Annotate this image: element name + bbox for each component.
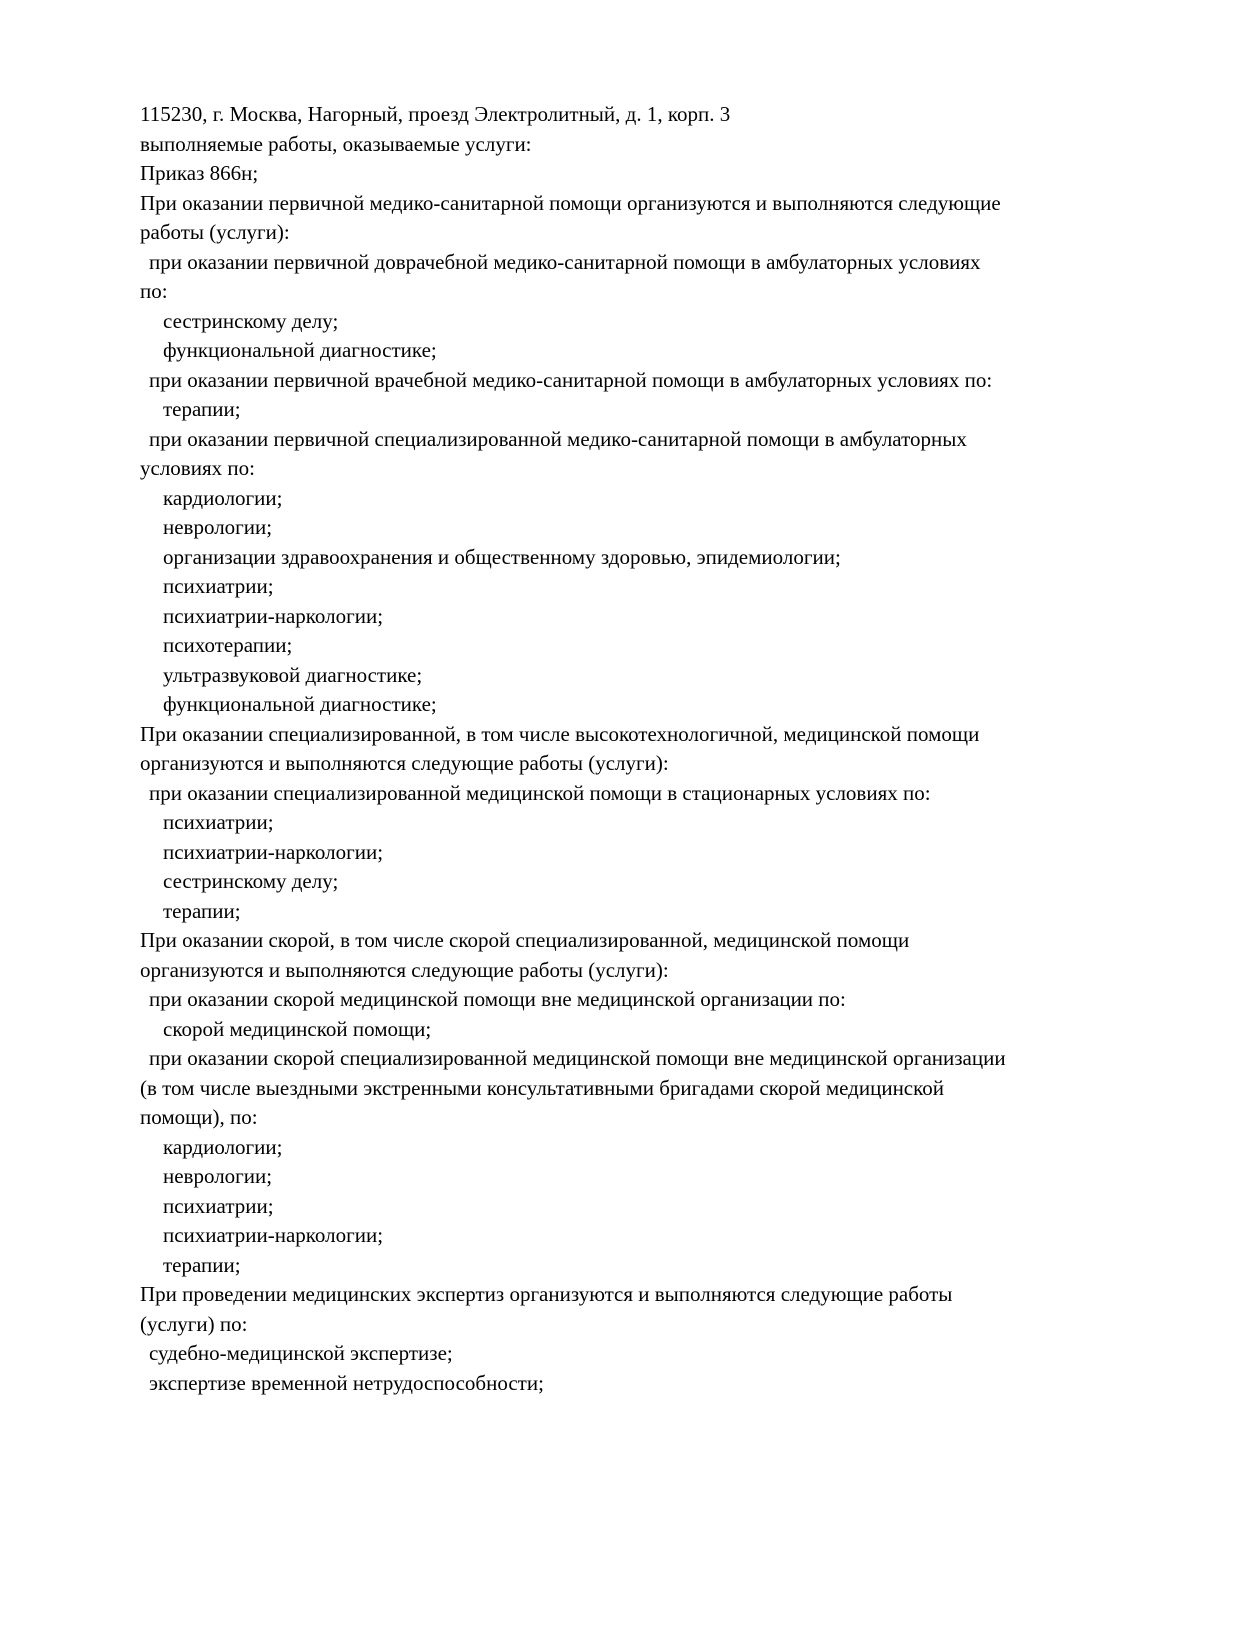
- document-line: ультразвуковой диагностике;: [163, 662, 423, 687]
- document-line: при оказании скорой специализированной медицинской помощи вне медицинской организации: [149, 1046, 1006, 1070]
- document-line: по:: [140, 279, 168, 303]
- document-line: (в том числе выездными экстренными консультативными бригадами скорой медицинской: [140, 1075, 944, 1100]
- document-line: выполняемые работы, оказываемые услуги:: [140, 131, 532, 156]
- document-line: психиатрии;: [163, 810, 274, 834]
- document-line: при оказании скорой медицинской помощи вне медицинской организации по:: [149, 987, 846, 1011]
- document-line: сестринскому делу;: [163, 869, 339, 893]
- document-line: помощи), по:: [140, 1105, 258, 1129]
- document-line: психиатрии;: [163, 574, 274, 598]
- document-line: терапии;: [163, 1252, 241, 1277]
- document-line: сестринскому делу;: [163, 308, 339, 333]
- document-line: При оказании скорой, в том числе скорой специализированной, медицинской помощи: [140, 928, 910, 952]
- document-line: терапии;: [163, 898, 241, 923]
- document-line: 115230, г. Москва, Нагорный, проезд Электролитный, д. 1, корп. 3: [140, 102, 731, 126]
- document-line: организации здравоохранения и общественному здоровью, эпидемиологии;: [163, 544, 841, 569]
- document-line: психиатрии-наркологии;: [163, 603, 384, 628]
- document-line: психотерапии;: [163, 633, 293, 657]
- document-line: при оказании первичной врачебной медико-санитарной помощи в амбулаторных условиях по:: [149, 367, 993, 392]
- document-line: условиях по:: [140, 456, 255, 480]
- document-line: неврологии;: [163, 1164, 273, 1188]
- document-line: функциональной диагностике;: [163, 692, 437, 716]
- document-line: при оказании специализированной медицинской помощи в стационарных условиях по:: [149, 780, 931, 805]
- document-line: психиатрии-наркологии;: [163, 1223, 384, 1247]
- document-line: организуются и выполняются следующие работы (услуги):: [140, 957, 669, 982]
- document-body: [140, 100, 1110, 1398]
- document-line: функциональной диагностике;: [163, 338, 437, 362]
- document-line: При оказании первичной медико-санитарной помощи организуются и выполняются следующие: [140, 190, 1001, 215]
- document-line: при оказании первичной доврачебной медико-санитарной помощи в амбулаторных условиях: [149, 249, 981, 274]
- document-line: кардиологии;: [163, 485, 283, 510]
- document-line: организуются и выполняются следующие работы (услуги):: [140, 751, 669, 775]
- document-line: судебно-медицинской экспертизе;: [149, 1341, 453, 1365]
- document-line: (услуги) по:: [140, 1311, 248, 1336]
- document-line: психиатрии;: [163, 1193, 274, 1218]
- document-line: При проведении медицинских экспертиз организуются и выполняются следующие работы: [140, 1282, 953, 1306]
- document-line: скорой медицинской помощи;: [163, 1016, 432, 1041]
- document-line: психиатрии-наркологии;: [163, 839, 384, 864]
- document-line: При оказании специализированной, в том числе высокотехнологичной, медицинской помощи: [140, 721, 980, 746]
- document-line: терапии;: [163, 397, 241, 421]
- document-line: кардиологии;: [163, 1134, 283, 1159]
- document-line: работы (услуги):: [140, 220, 290, 244]
- document-line: неврологии;: [163, 515, 273, 539]
- document-line: при оказании первичной специализированной медико-санитарной помощи в амбулаторных: [149, 426, 967, 451]
- document-line: экспертизе временной нетрудоспособности;: [149, 1370, 544, 1395]
- document-line: Приказ 866н;: [140, 161, 259, 185]
